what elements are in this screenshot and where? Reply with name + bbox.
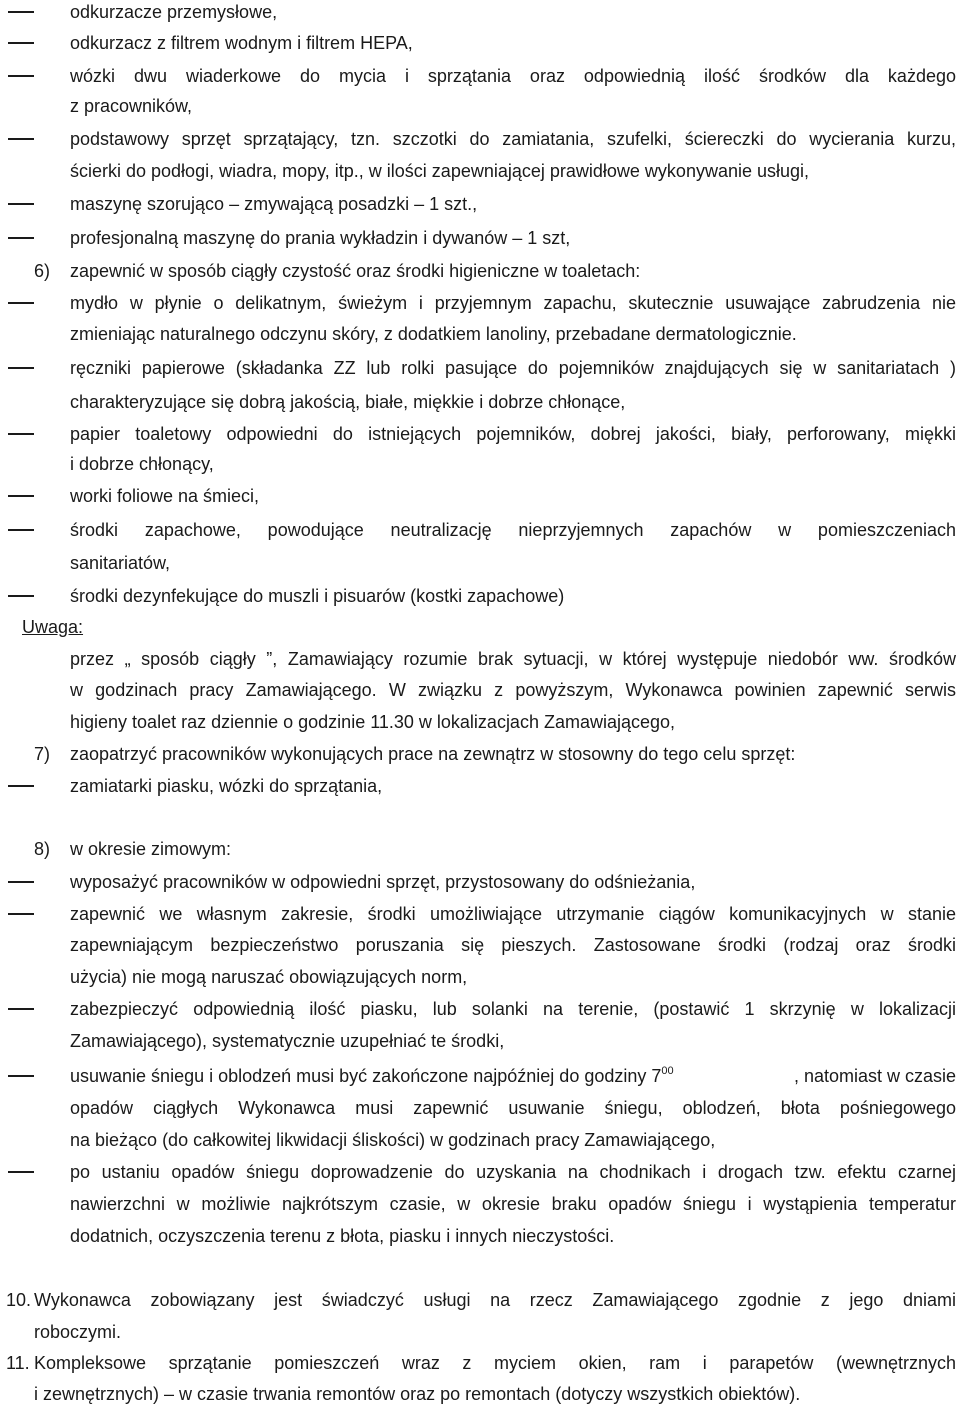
numbered-item-text: zapewnić w sposób ciągły czystość oraz środki higieniczne w toaletach: bbox=[70, 261, 641, 281]
list-item-text: zapewnić we własnym zakresie, środki umożliwiające utrzymanie ciągów komunikacyjnych w stanie bbox=[70, 904, 956, 924]
list-item bbox=[0, 188, 960, 220]
list-item-text bbox=[70, 1060, 956, 1095]
numbered-item bbox=[0, 1347, 960, 1379]
list-item-text: opadów ciągłych Wykonawca musi zapewnić usuwanie śniegu, oblodzeń, błota pośniegowego bbox=[70, 1098, 956, 1118]
list-item-continuation bbox=[0, 547, 960, 579]
list-item bbox=[0, 1156, 960, 1188]
list-item-text: ręczniki papierowe (składanka ZZ lub rolki pasujące do pojemników znajdujących się w sanitariatach ) bbox=[70, 358, 956, 378]
list-item-text: mydło w płynie o delikatnym, świeżym i przyjemnym zapachu, skutecznie usuwające zabrudzenia nie bbox=[70, 293, 956, 313]
dash-bullet bbox=[8, 1075, 34, 1077]
note-text: w godzinach pracy Zamawiającego. W związku z powyższym, Wykonawca powinien zapewnić serwis bbox=[70, 680, 956, 700]
list-item bbox=[0, 898, 960, 930]
dash-bullet bbox=[8, 237, 34, 239]
list-item-continuation bbox=[0, 929, 960, 961]
list-item bbox=[0, 60, 960, 92]
list-item-continuation bbox=[0, 1025, 960, 1057]
list-item bbox=[0, 993, 960, 1025]
item-number: 8) bbox=[34, 839, 51, 859]
note-paragraph-line bbox=[0, 643, 960, 675]
list-item-text: worki foliowe na śmieci, bbox=[70, 486, 260, 506]
list-item-continuation bbox=[0, 1220, 960, 1252]
dash-bullet bbox=[8, 11, 34, 13]
list-item-text: środki zapachowe, powodujące neutralizację nieprzyjemnych zapachów w pomieszczeniach bbox=[70, 520, 956, 540]
list-item bbox=[0, 770, 960, 802]
note-heading-text: Uwaga: bbox=[22, 617, 84, 637]
list-item-text: zmieniając naturalnego odczynu skóry, z dodatkiem lanoliny, przebadane dermatologicznie. bbox=[70, 324, 797, 344]
list-item-text: odkurzacz z filtrem wodnym i filtrem HEPA, bbox=[70, 33, 413, 53]
list-item-text: charakteryzujące się dobrą jakością, białe, miękkie i dobrze chłonące, bbox=[70, 392, 626, 412]
list-item-continuation bbox=[0, 386, 960, 418]
numbered-item-text: Wykonawca zobowiązany jest świadczyć usługi na rzecz Zamawiającego zgodnie z jego dniami bbox=[34, 1290, 956, 1310]
list-item-continuation bbox=[0, 1092, 960, 1124]
note-text: higieny toalet raz dziennie o godzinie 11.30 w lokalizacjach Zamawiającego, bbox=[70, 712, 676, 732]
dash-bullet bbox=[8, 433, 34, 435]
numbered-item bbox=[0, 1284, 960, 1316]
dash-bullet bbox=[8, 785, 34, 787]
numbered-item-continuation bbox=[0, 1378, 960, 1410]
numbered-item bbox=[0, 833, 960, 865]
list-item-text: zamiatarki piasku, wózki do sprzątania, bbox=[70, 776, 383, 796]
numbered-item bbox=[0, 255, 960, 287]
dash-bullet bbox=[8, 367, 34, 369]
numbered-item-text: roboczymi. bbox=[34, 1322, 122, 1342]
list-item bbox=[0, 222, 960, 254]
list-item-text: wózki dwu wiaderkowe do mycia i sprzątania oraz odpowiednią ilość środków dla każdego bbox=[70, 66, 956, 86]
list-item-text: profesjonalną maszynę do prania wykładzin i dywanów – 1 szt, bbox=[70, 228, 571, 248]
list-item-text: z pracowników, bbox=[70, 96, 193, 116]
item-number: 6) bbox=[34, 261, 51, 281]
list-item-continuation bbox=[0, 1124, 960, 1156]
list-item bbox=[0, 123, 960, 155]
list-item bbox=[0, 0, 960, 28]
list-item bbox=[0, 866, 960, 898]
list-item bbox=[0, 580, 960, 612]
list-item bbox=[0, 418, 960, 450]
list-item-continuation bbox=[0, 961, 960, 993]
list-item-text: sanitariatów, bbox=[70, 553, 171, 573]
dash-bullet bbox=[8, 1008, 34, 1010]
dash-bullet bbox=[8, 1171, 34, 1173]
dash-bullet bbox=[8, 302, 34, 304]
list-item-text: nawierzchni w możliwie najkrótszym czasie, w okresie braku opadów śniegu i wystąpienia temperatur bbox=[70, 1194, 956, 1214]
list-item-continuation bbox=[0, 90, 960, 122]
list-item-continuation bbox=[0, 318, 960, 350]
list-item-text: odkurzacze przemysłowe, bbox=[70, 2, 278, 22]
note-paragraph-line bbox=[0, 706, 960, 738]
list-item-text: Zamawiającego), systematycznie uzupełniać te środki, bbox=[70, 1031, 505, 1051]
numbered-item-text: w okresie zimowym: bbox=[70, 839, 232, 859]
list-item-text: na bieżąco (do całkowitej likwidacji śliskości) w godzinach pracy Zamawiającego, bbox=[70, 1130, 716, 1150]
dash-bullet bbox=[8, 529, 34, 531]
dash-bullet bbox=[8, 203, 34, 205]
list-item-text: maszynę szorująco – zmywającą posadzki – 1 szt., bbox=[70, 194, 478, 214]
list-item-text: po ustaniu opadów śniegu doprowadzenie do uzyskania na chodnikach i drogach tzw. efektu czarnej bbox=[70, 1162, 956, 1182]
numbered-item-text: zaopatrzyć pracowników wykonujących prace na zewnątrz w stosowny do tego celu sprzęt: bbox=[70, 744, 796, 764]
dash-bullet bbox=[8, 495, 34, 497]
list-item-continuation bbox=[0, 155, 960, 187]
list-item-continuation bbox=[0, 1188, 960, 1220]
numbered-item-text: Kompleksowe sprzątanie pomieszczeń wraz z myciem okien, ram i parapetów (wewnętrznych bbox=[34, 1353, 956, 1373]
list-item-text: ścierki do podłogi, wiadra, mopy, itp., w ilości zapewniającej prawidłowe wykonywanie usługi, bbox=[70, 161, 810, 181]
list-item bbox=[0, 27, 960, 59]
dash-bullet bbox=[8, 595, 34, 597]
list-item-continuation bbox=[0, 448, 960, 480]
note-text: przez „ sposób ciągły ”, Zamawiający rozumie brak sytuacji, w której występuje niedobór ww. środków bbox=[70, 649, 956, 669]
list-item-text: zapewniającym bezpieczeństwo poruszania się pieszych. Zastosowane środki (rodzaj oraz środki bbox=[70, 935, 956, 955]
superscript: 00 bbox=[661, 1065, 674, 1077]
list-item-text: podstawowy sprzęt sprzątający, tzn. szczotki do zamiatania, szufelki, ściereczki do wycierania kurzu, bbox=[70, 129, 956, 149]
list-item-text: wyposażyć pracowników w odpowiedni sprzęt, przystosowany do odśnieżania, bbox=[70, 872, 696, 892]
dash-bullet bbox=[8, 75, 34, 77]
dash-bullet bbox=[8, 42, 34, 44]
note-paragraph-line bbox=[0, 674, 960, 706]
numbered-item-continuation bbox=[0, 1316, 960, 1348]
list-item-text-main: usuwanie śniegu i oblodzeń musi być zakończone najpóźniej do godziny 7 bbox=[70, 1066, 662, 1086]
list-item-text: zabezpieczyć odpowiednią ilość piasku, lub solanki na terenie, (postawić 1 skrzynię w lokalizacji bbox=[70, 999, 956, 1019]
dash-bullet bbox=[8, 138, 34, 140]
list-item bbox=[0, 352, 960, 384]
numbered-item bbox=[0, 738, 960, 770]
item-number: 10. bbox=[6, 1290, 32, 1310]
list-item-text: użycia) nie mogą naruszać obowiązujących norm, bbox=[70, 967, 468, 987]
list-item-text: środki dezynfekujące do muszli i pisuarów (kostki zapachowe) bbox=[70, 586, 565, 606]
item-number: 11. bbox=[6, 1353, 30, 1373]
list-item-text: papier toaletowy odpowiedni do istniejących pojemników, dobrej jakości, biały, perforowany, miękki bbox=[70, 424, 956, 444]
list-item bbox=[0, 1060, 960, 1092]
list-item-text-after: , natomiast w czasie bbox=[793, 1066, 956, 1086]
list-item-text-part bbox=[70, 1060, 674, 1095]
numbered-item-text: i zewnętrznych) – w czasie trwania remontów oraz po remontach (dotyczy wszystkich obiektów). bbox=[34, 1384, 801, 1404]
list-item bbox=[0, 287, 960, 319]
list-item bbox=[0, 480, 960, 512]
dash-bullet bbox=[8, 881, 34, 883]
list-item-text: dodatnich, oczyszczenia terenu z błota, piasku i innych nieczystości. bbox=[70, 1226, 615, 1246]
list-item-text: i dobrze chłonący, bbox=[70, 454, 214, 474]
dash-bullet bbox=[8, 913, 34, 915]
item-number: 7) bbox=[34, 744, 51, 764]
note-heading bbox=[0, 611, 960, 643]
list-item bbox=[0, 514, 960, 546]
